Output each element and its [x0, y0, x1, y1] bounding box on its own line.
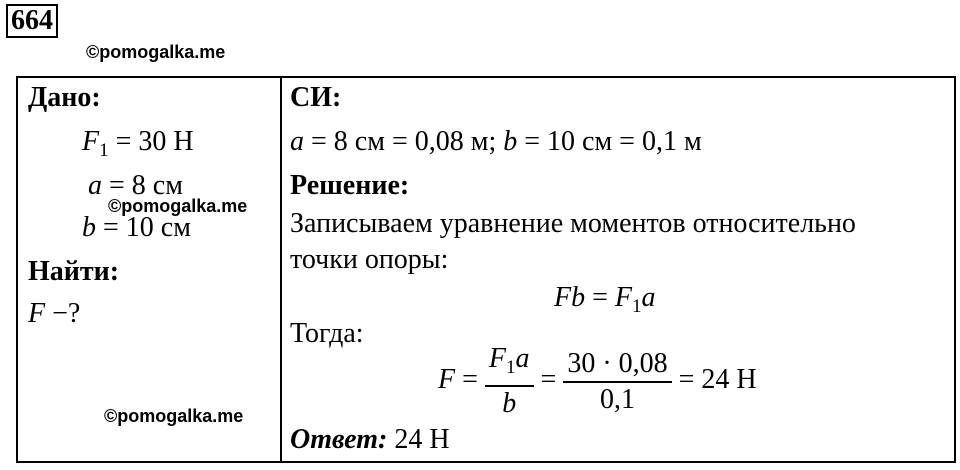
solution-text-line2: точки опоры:: [290, 244, 449, 275]
given-b: [82, 212, 191, 244]
watermark-top: ©pomogalka.me: [86, 42, 226, 62]
fraction-symbolic-numerator: [485, 342, 534, 387]
eq2-result: = 24 Н: [671, 363, 757, 395]
fraction-numeric-denominator: 0,1: [599, 383, 635, 415]
answer-label: Ответ:: [290, 424, 388, 455]
watermark-middle: ©pomogalka.me: [108, 196, 248, 216]
si-conversion: [290, 126, 702, 158]
si-a-rest: = 8 см = 0,08 м;: [304, 126, 504, 157]
eq2-lhs: F: [438, 363, 456, 395]
si-b-var: b: [503, 126, 518, 157]
given-f1-var: F: [82, 126, 100, 157]
eq1-left: Fb: [554, 282, 586, 313]
fraction-numeric: [563, 347, 671, 417]
frac1-num-sub: 1: [506, 357, 516, 378]
fraction-symbolic-denominator: b: [502, 388, 517, 419]
given-heading: Дано:: [28, 82, 101, 113]
eq2-equals-1: =: [455, 363, 485, 395]
solution-text-line1: Записываем уравнение моментов относительно: [290, 208, 856, 239]
given-b-var: b: [82, 212, 96, 243]
frac1-num-var: F: [488, 343, 507, 374]
find-value: [28, 298, 80, 330]
final-equation: [438, 342, 757, 421]
then-label: Тогда:: [290, 318, 364, 349]
fraction-numeric-numerator: 30 · 0,08: [563, 347, 671, 383]
solution-table: [16, 76, 956, 463]
frac1-num-tail: a: [515, 343, 530, 374]
eq1-right-tail: a: [641, 282, 656, 313]
watermark-bottom: ©pomogalka.me: [104, 406, 244, 426]
find-var: F: [28, 298, 46, 329]
given-f1-value: = 30 Н: [108, 126, 194, 157]
moment-equation: [554, 282, 656, 323]
solution-heading: Решение:: [290, 170, 410, 201]
answer-line: [290, 424, 450, 456]
column-divider: [280, 78, 282, 461]
given-f1: [82, 126, 194, 167]
given-a-value: = 8 см: [102, 170, 183, 201]
find-heading: Найти:: [28, 256, 120, 287]
si-b-rest: = 10 см = 0,1 м: [517, 126, 702, 157]
find-rest: −?: [45, 298, 81, 329]
eq1-equals: =: [585, 282, 615, 313]
eq2-equals-2: =: [533, 363, 564, 395]
given-f1-sub: 1: [99, 140, 109, 161]
si-a-var: a: [290, 126, 304, 157]
eq1-right-var: F: [614, 282, 633, 313]
eq1-right-sub: 1: [632, 296, 642, 317]
given-b-value: = 10 см: [96, 212, 191, 243]
answer-value: 24 Н: [387, 424, 450, 455]
given-a-var: a: [88, 170, 102, 201]
problem-number: 664: [6, 4, 58, 38]
si-heading: СИ:: [290, 82, 342, 113]
fraction-symbolic: [485, 342, 534, 421]
